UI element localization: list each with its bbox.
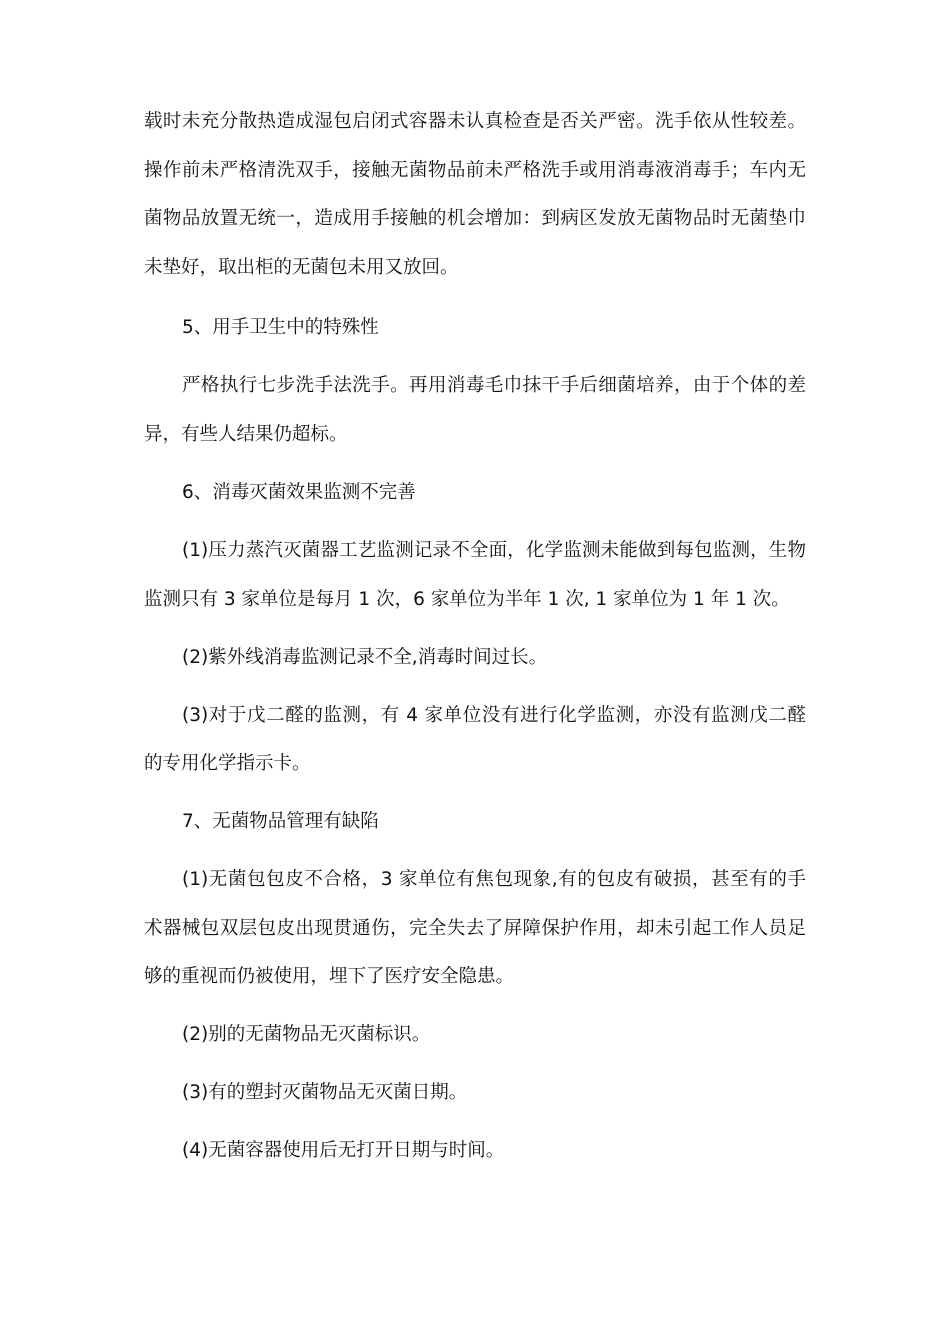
text-line: 载时未充分散热造成湿包启闭式容器未认真检查是否关严密。洗手依从性较差。 — [144, 111, 806, 132]
text-line: (2)紫外线消毒监测记录不全,消毒时间过长。 — [182, 647, 548, 668]
text-line: 操作前未严格清洗双手，接触无菌物品前未严格洗手或用消毒液消毒手；车内无 — [144, 160, 806, 181]
section-heading: 7、无菌物品管理有缺陷 — [182, 811, 379, 832]
section-heading: 5、用手卫生中的特殊性 — [182, 317, 379, 338]
text-line: 够的重视而仍被使用，埋下了医疗安全隐患。 — [144, 966, 515, 987]
text-line: 术器械包双层包皮出现贯通伤，完全失去了屏障保护作用，却未引起工作人员足 — [144, 918, 806, 939]
text-line: 菌物品放置无统一，造成用手接触的机会增加：到病区发放无菌物品时无菌垫巾 — [144, 208, 806, 229]
text-line: 严格执行七步洗手法洗手。再用消毒毛巾抹干手后细菌培养，由于个体的差 — [182, 375, 806, 396]
text-line: 的专用化学指示卡。 — [144, 753, 311, 774]
text-line: 监测只有 3 家单位是每月 1 次，6 家单位为半年 1 次, 1 家单位为 1 年 1 次。 — [144, 589, 790, 610]
text-line: (1)无菌包包皮不合格，3 家单位有焦包现象,有的包皮有破损，甚至有的手 — [182, 869, 806, 890]
text-line: (2)别的无菌物品无灭菌标识。 — [182, 1024, 431, 1045]
text-line: 异，有些人结果仍超标。 — [144, 424, 348, 445]
section-heading: 6、消毒灭菌效果监测不完善 — [182, 482, 416, 503]
text-line: 未垫好，取出柜的无菌包未用又放回。 — [144, 257, 459, 278]
text-line: (4)无菌容器使用后无打开日期与时间。 — [182, 1140, 505, 1161]
text-line: (3)对于戊二醛的监测，有 4 家单位没有进行化学监测，亦没有监测戊二醛 — [182, 705, 806, 726]
text-line: (1)压力蒸汽灭菌器工艺监测记录不全面，化学监测未能做到每包监测，生物 — [182, 540, 806, 561]
text-line: (3)有的塑封灭菌物品无灭菌日期。 — [182, 1082, 468, 1103]
